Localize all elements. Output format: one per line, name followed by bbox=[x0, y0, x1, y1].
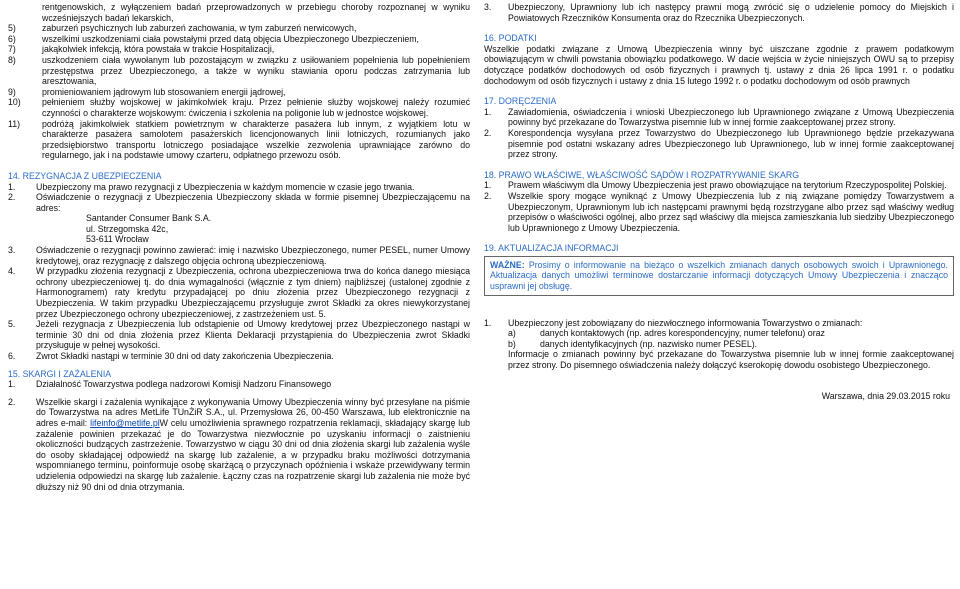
list-item: 5. Jeżeli rezygnacja z Ubezpieczenia lub odstąpienie od Umowy kredytowej przez Ubezpieczonego nastąpi w terminie 30 dni od dnia złożenia przez Klienta Deklaracji przystąpienia do Ubezpieczenia zwrot Składki przysługuje w pełnej wysokości. bbox=[8, 319, 470, 351]
email-link[interactable]: lifeinfo@metlife.pl bbox=[90, 417, 160, 428]
sub-item: a) danych kontaktowych (np. adres korespondencyjny, numer telefonu) oraz bbox=[508, 328, 825, 339]
list-item: 6) wszelkimi uszkodzeniami ciała powstałymi przed datą objęcia Ubezpieczonego Ubezpieczeniem, bbox=[8, 33, 419, 44]
postal-address: Santander Consumer Bank S.A. ul. Strzegomska 42c, 53-611 Wrocław bbox=[86, 213, 212, 245]
list-item: 3. Oświadczenie o rezygnacji powinno zawierać: imię i nazwisko Ubezpieczonego, numer PESEL, numer Umowy kredytowej, oraz rezygnację z dalszego objęcia ochroną ubezpieczeniową. bbox=[8, 245, 470, 266]
important-notice-box: WAŻNE: Prosimy o informowanie na bieżąco o wszelkich zmianach danych osobowych swoich i Uprawnionego. Aktualizacja danych umożliwi terminowe dostarczanie informacji dotyczących Umowy Ubezpieczenia i znacząco usprawni jej obsługę. bbox=[484, 256, 954, 296]
list-item: 10) pełnieniem służby wojskowej w jakimkolwiek kraju. Przez pełnienie służby wojskowej należy rozumieć czynności o charakterze wojskowym: ćwiczenia i szkolenia na poligonie lub w jednostce wojskowej. bbox=[8, 97, 470, 118]
section-heading-15: 15. SKARGI I ZAŻALENIA bbox=[8, 368, 112, 379]
right-column bbox=[484, 2, 954, 401]
left-column bbox=[8, 2, 470, 492]
obligation-note: Informacje o zmianach powinny być przekazane do Towarzystwa pisemnie lub w innej formie zaakceptowanej przez strony. Do pisemnego oświadczenia należy dołączyć kserokopię dowodu osobistego Ubezpieczonego. bbox=[508, 349, 954, 371]
list-item: 1. Ubezpieczony ma prawo rezygnacji z Ubezpieczenia w każdym momencie w czasie jego trwania. bbox=[8, 181, 415, 192]
list-item: 1. Działalność Towarzystwa podlega nadzorowi Komisji Nadzoru Finansowego bbox=[8, 379, 332, 390]
list-item: 8) uszkodzeniem ciała wywołanym lub pozostającym w związku z usiłowaniem popełnienia lub popełnieniem przestępstwa przez Ubezpieczonego, a także w wyniku stawiania oporu podczas zatrzymania lub aresztowania, bbox=[8, 54, 470, 87]
list-item: 4. W przypadku złożenia rezygnacji z Ubezpieczenia, ochrona ubezpieczeniowa trwa do końca danego miesiąca ochrony ubezpieczeniowej tj. do dnia wymagalności (włącznie z tym dniem) najbliższej (ustalonej zgodnie z Harmonogramem) raty kredytu przypadającej po dniu złożenia przez Ubezpieczonego rezygnacji z Ubezpieczenia. W takim przypadku Ubezpieczającemu przysługuje zwrot Składki za okres niewykorzystanej przez Ubezpieczonego ochrony ubezpieczeniowej, z zastrzeżeniem ust. 5. bbox=[8, 266, 470, 319]
list-item: 2. Wszelkie spory mogące wyniknąć z Umowy Ubezpieczenia lub z nią związane pomiędzy Towarzystwem a Ubezpieczonym, Uprawnionym lub ich następcami prawnymi będą rozstrzygane albo przez sąd właściwy według przepisów o właściwości ogólnej, albo przez sąd właściwy dla miejsca zamieszkania lub siedziby Ubezpieczonego lub Uprawnionego z Umowy Ubezpieczenia. bbox=[484, 190, 954, 233]
list-item: 2. Korespondencja wysyłana przez Towarzystwo do Ubezpieczonego lub Uprawnionego będzie przekazywana pisemnie pod ostatni wskazany adres Ubezpieczonego lub Uprawnionego, lub w innej formie zaakceptowanej przez strony. bbox=[484, 127, 954, 160]
list-item: 11) podróżą jakimkolwiek statkiem powietrznym w charakterze pasażera lub innym, z wyjątkiem lotu w charakterze pasażera samolotem pasażerskich licencjonowanych linii lotniczych, rozumianych jako przedsiębiorstwo transportu lotniczego posiadające wszelkie zezwolenia uprawniające zarówno do regularnego, jak i na podstawie umowy czarteru, odpłatnego przewozu osób. bbox=[8, 118, 470, 161]
exclusions-list bbox=[8, 23, 470, 161]
list-item: 1. Prawem właściwym dla Umowy Ubezpieczenia jest prawo obowiązujące na terytorium Rzeczypospolitej Polskiej. bbox=[484, 180, 947, 191]
list-item: 6. Zwrot Składki nastąpi w terminie 30 dni od daty zakończenia Ubezpieczenia. bbox=[8, 351, 334, 361]
section-heading-18: 18. PRAWO WŁAŚCIWE, WŁAŚCIWOŚĆ SĄDÓW I ROZPATRYWANIE SKARG bbox=[484, 169, 800, 180]
list-item: 7) jakąkolwiek infekcją, która powstała w trakcie Hospitalizacji, bbox=[8, 44, 275, 55]
intro-continuation: rentgenowskich, z wyłączeniem badań przeprowadzonych w przebiegu choroby rozpoznanej w wyniku wcześniejszych badań lekarskich, bbox=[42, 2, 470, 23]
list-item: 1. Ubezpieczony jest zobowiązany do niezwłocznego informowania Towarzystwo o zmianach: bbox=[484, 317, 863, 328]
section-heading-17: 17. DORĘCZENIA bbox=[484, 96, 557, 107]
date-line: Warszawa, dnia 29.03.2015 roku bbox=[821, 390, 950, 401]
list-item: 3. Ubezpieczony, Uprawniony lub ich następcy prawni mogą zwrócić się o udzielenie pomocy do Miejskich i Powiatowych Rzeczników Konsumenta oraz do Rzecznika Ubezpieczonych. bbox=[484, 2, 954, 23]
list-item: 2. Wszelkie skargi i zażalenia wynikające z wykonywania Umowy Ubezpieczenia winny być przesyłane na piśmie do Towarzystwa na adres MetLife TUnŻiR S.A., ul. Przemysłowa 26, 00-450 Warszawa, lub elektronicznie na adres e-mail: lifeinfo@metlife.plW celu umożliwienia sprawnego rozpatrzenia reklamacji, składający skargę lub zażalenie powinien przekazać je do Towarzystwa niezwłocznie po uzyskaniu informacji o zaistnieniu okoliczności budzących zastrzeżenie. Towarzystwo w ciągu 30 dni od dnia złożenia skargi lub zażalenia wyśle do osoby składającej odpowiedź na skargę lub zażalenie, a w przypadku braku możliwości dotrzymania wspomnianego terminu, poinformuje osobę skarżącą o przyczynach opóźnienia i wskaże przewidywany termin udzielenia odpowiedzi na skargę lub zażalenie. Łączny czas na rozpatrzenie skargi lub zażalenia nie może być dłuższy niż 90 dni od dnia otrzymania. bbox=[8, 396, 470, 492]
section-heading-19: 19. AKTUALIZACJA INFORMACJI bbox=[484, 243, 619, 254]
section-heading-16: 16. PODATKI bbox=[484, 33, 537, 44]
list-item: 9) promieniowaniem jądrowym lub stosowaniem energii jądrowej, bbox=[8, 86, 286, 97]
taxes-paragraph: Wszelkie podatki związane z Umową Ubezpieczenia winny być uiszczane zgodnie z prawem podatkowym obowiązującym w chwili powstania obowiązku podatkowego. W dacie wejścia w życie niniejszych OWU są to przepisy dotyczące podatków dochodowych od osób fizycznych i prawnych tj. ustawy z dnia 26 lipca 1991 r. o podatku dochodowym od osób fizycznych i ustawy z dnia 15 lutego 1992 r. o podatku dochodowym od osób prawnych bbox=[484, 43, 954, 86]
list-item: 5) zaburzeń psychicznych lub zaburzeń zachowania, w tym zaburzeń nerwicowych, bbox=[8, 23, 357, 34]
list-item: 1. Zawiadomienia, oświadczenia i wnioski Ubezpieczonego lub Uprawnionego związane z Umową Ubezpieczenia powinny być przekazane do Towarzystwa pisemnie lub w innej formie zaakceptowanej przez strony. bbox=[484, 106, 954, 128]
sub-item: b) danych identyfikacyjnych (np. nazwisko numer PESEL). bbox=[508, 338, 758, 349]
section-heading-14: 14. REZYGNACJA Z UBEZPIECZENIA bbox=[8, 170, 162, 181]
list-item: 2. Oświadczenie o rezygnacji z Ubezpieczenia Ubezpieczony składa w formie pisemnej Ubezpieczającemu na adres: bbox=[8, 192, 470, 213]
